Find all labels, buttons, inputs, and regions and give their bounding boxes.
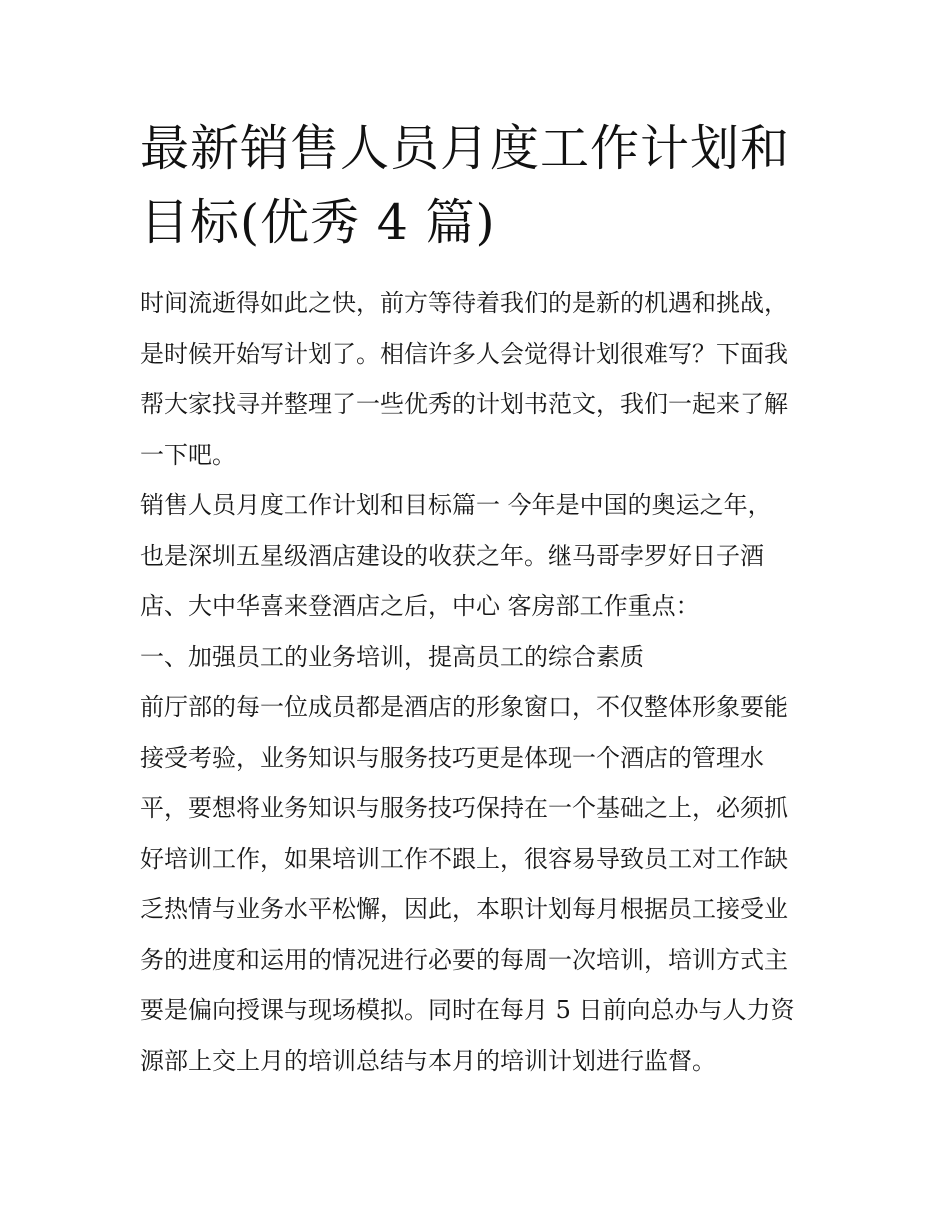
- body-line-12: 好培训工作，如果培训工作不跟上，很容易导致员工对工作缺: [140, 844, 788, 873]
- body-line-9: 前厅部的每一位成员都是酒店的形象窗口，不仅整体形象要能: [140, 693, 788, 721]
- body-line-13: 乏热情与业务水平松懈，因此，本职计划每月根据员工接受业: [140, 895, 788, 923]
- title-line-1: 最新销售人员月度工作计划和: [140, 120, 791, 177]
- body-line-5: 销售人员月度工作计划和目标篇一 今年是中国的奥运之年，: [140, 491, 772, 519]
- body-line-10: 接受考验，业务知识与服务技巧更是体现一个酒店的管理水: [140, 743, 764, 772]
- body-line-15: 要是偏向授课与现场模拟。同时在每月 5 日前向总办与人力资: [140, 996, 795, 1024]
- document-title: [140, 112, 820, 260]
- document-body: [140, 278, 820, 1086]
- body-line-2: 是时候开始写计划了。相信许多人会觉得计划很难写？下面我: [140, 339, 788, 368]
- title-line-2: 目标(优秀 4 篇): [140, 194, 496, 251]
- body-line-16: 源部上交上月的培训总结与本月的培训计划进行监督。: [140, 1046, 716, 1075]
- body-line-4: 一下吧。: [140, 440, 236, 469]
- body-line-11: 平，要想将业务知识与服务技巧保持在一个基础之上，必须抓: [140, 794, 788, 822]
- body-line-1: 时间流逝得如此之快，前方等待着我们的是新的机遇和挑战，: [140, 289, 788, 317]
- body-line-6: 也是深圳五星级酒店建设的收获之年。继马哥孛罗好日子酒: [140, 541, 764, 570]
- body-line-7: 店、大中华喜来登酒店之后，中心 客房部工作重点：: [140, 592, 700, 620]
- body-line-14: 务的进度和运用的情况进行必要的每周一次培训，培训方式主: [140, 945, 788, 974]
- section-heading: 一、加强员工的业务培训，提高员工的综合素质: [140, 642, 644, 671]
- body-line-3: 帮大家找寻并整理了一些优秀的计划书范文，我们一起来了解: [140, 390, 788, 418]
